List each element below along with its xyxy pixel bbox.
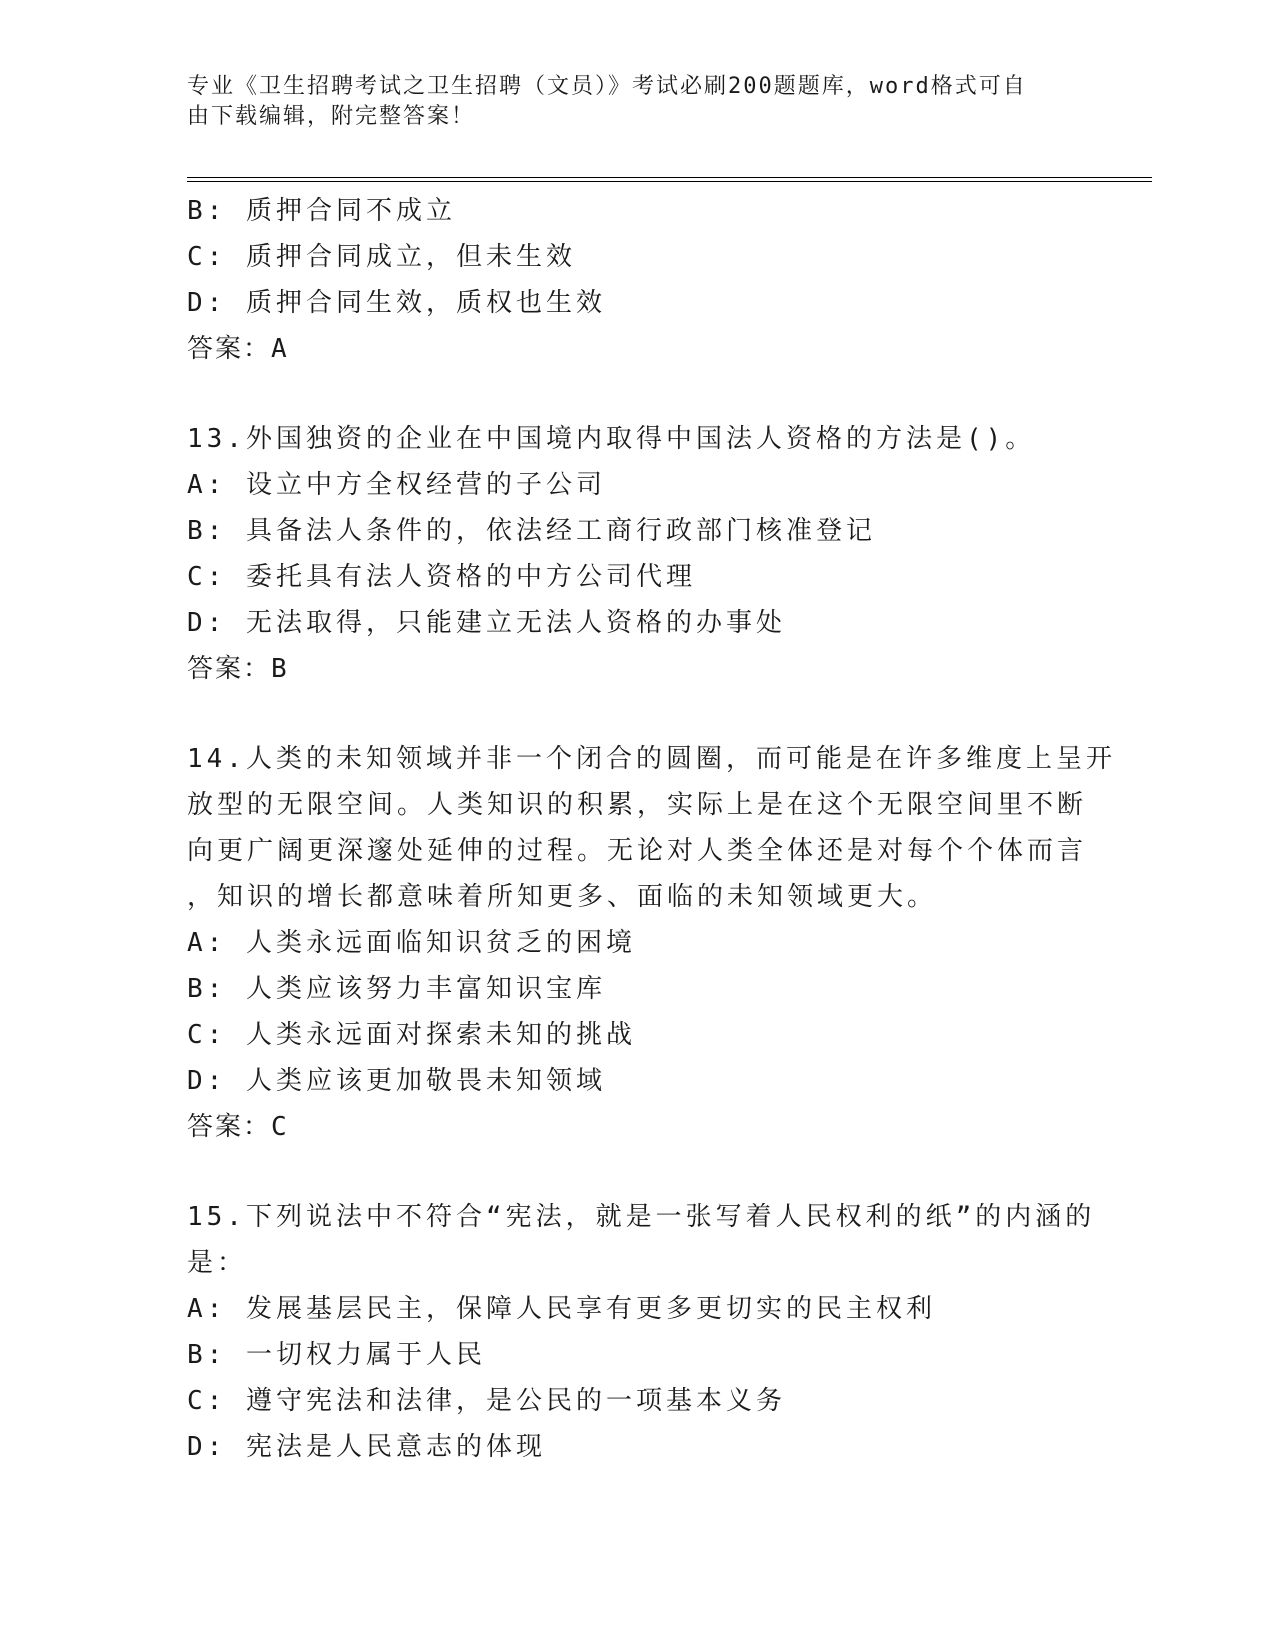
question-13: [187, 416, 1087, 692]
header-line-1: 专业《卫生招聘考试之卫生招聘（文员）》考试必刷200题题库，word格式可自: [187, 74, 1027, 99]
question-14: [187, 736, 1116, 1150]
answer-line: 答案：A: [187, 334, 289, 364]
option-b: B: 具备法人条件的，依法经工商行政部门核准登记: [187, 516, 876, 546]
question-stem-line: 15.下列说法中不符合“宪法，就是一张写着人民权利的纸”的内涵的: [187, 1202, 1096, 1232]
option-c: C: 遵守宪法和法律，是公民的一项基本义务: [187, 1386, 786, 1416]
option-c: C: 人类永远面对探索未知的挑战: [187, 1020, 636, 1050]
header-rule-bottom: [187, 181, 1152, 182]
document-header: [187, 72, 1067, 132]
option-d: D: 人类应该更加敬畏未知领域: [187, 1066, 606, 1096]
question-stem-line: 是：: [187, 1248, 248, 1278]
option-d: D: 宪法是人民意志的体现: [187, 1432, 546, 1462]
question-15: [187, 1194, 1096, 1470]
header-rule-top: [187, 177, 1152, 178]
spacer: [187, 692, 1087, 736]
question-stem-line: 放型的无限空间。人类知识的积累，实际上是在这个无限空间里不断: [187, 790, 1088, 820]
option-d: D: 无法取得，只能建立无法人资格的办事处: [187, 608, 786, 638]
question-stem-line: 14.人类的未知领域并非一个闭合的圆圈，而可能是在许多维度上呈开: [187, 744, 1116, 774]
option-d: D: 质押合同生效，质权也生效: [187, 288, 606, 318]
question-list: [187, 188, 1116, 1470]
answer-line: 答案：B: [187, 654, 289, 684]
option-b: B: 一切权力属于人民: [187, 1340, 486, 1370]
option-b: B: 人类应该努力丰富知识宝库: [187, 974, 606, 1004]
option-a: A: 设立中方全权经营的子公司: [187, 470, 606, 500]
option-c: C: 质押合同成立，但未生效: [187, 242, 576, 272]
header-line-2: 由下载编辑，附完整答案！: [187, 104, 476, 129]
spacer: [187, 372, 1087, 416]
option-b: B: 质押合同不成立: [187, 196, 456, 226]
spacer: [187, 1150, 1087, 1194]
question-stem: 13.外国独资的企业在中国境内取得中国法人资格的方法是()。: [187, 424, 1036, 454]
answer-line: 答案：C: [187, 1112, 289, 1142]
option-a: A: 发展基层民主，保障人民享有更多更切实的民主权利: [187, 1294, 936, 1324]
question-stem-line: ，知识的增长都意味着所知更多、面临的未知领域更大。: [187, 882, 938, 912]
option-a: A: 人类永远面临知识贫乏的困境: [187, 928, 636, 958]
question-stem-line: 向更广阔更深邃处延伸的过程。无论对人类全体还是对每个个体而言: [187, 836, 1088, 866]
question-12-continued: [187, 188, 1087, 372]
option-c: C: 委托具有法人资格的中方公司代理: [187, 562, 696, 592]
